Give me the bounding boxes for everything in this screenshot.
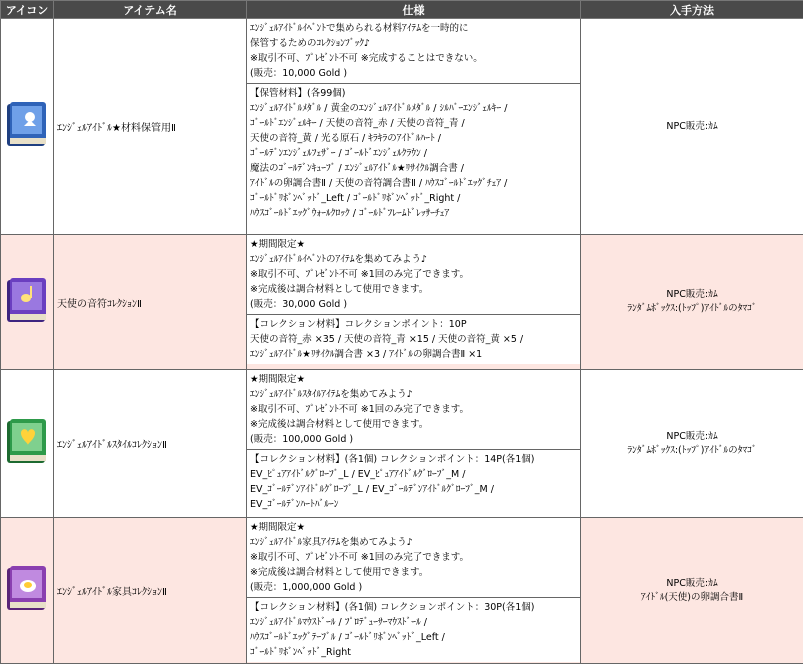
limited-badge: ★期間限定★ [250,239,306,250]
description-box [247,19,580,84]
method-cell [581,518,803,664]
materials-box [247,315,580,364]
materials-line: ｺﾞｰﾙﾄﾞﾘﾎﾞﾝﾍﾞｯﾄﾞ_Right [250,647,352,658]
description-line: ※完成後は調合材料として使用できます。 [250,419,429,430]
price-line: (販売：10,000 Gold ) [250,68,348,79]
price-line: (販売：30,000 Gold ) [250,299,348,310]
icon-cell [1,19,54,235]
materials-line: ｴﾝｼﾞｪﾙｱｲﾄﾞﾙﾏｳｽﾄﾞｰﾙ / ﾌﾟﾛﾃﾞｭｰｻｰﾏｳｽﾄﾞｰﾙ / [250,617,427,628]
violet-book-icon [4,564,50,614]
materials-line: ｺﾞｰﾙﾄﾞﾘﾎﾞﾝﾍﾞｯﾄﾞ_Left / ｺﾞｰﾙﾄﾞﾘﾎﾞﾝﾍﾞｯﾄﾞ_Right / [250,193,461,204]
purple-book-icon [4,276,50,326]
description-box [247,518,580,598]
item-name: ｴﾝｼﾞｪﾙｱｲﾄﾞﾙ★材料保管用Ⅱ [54,19,247,235]
description-line: ※完成後は調合材料として使用できます。 [250,284,429,295]
materials-line: ｺﾞｰﾙﾃﾞﾝｴﾝｼﾞｪﾙﾌｪｻﾞｰ / ｺﾞｰﾙﾄﾞｴﾝｼﾞｪﾙｸﾗｳﾝ / [250,148,427,159]
table-row [1,19,803,235]
method-cell [581,19,803,235]
materials-heading: 【コレクション材料】(各1個) コレクションポイント：14P(各1個) [250,454,535,465]
materials-line: ｴﾝｼﾞｪﾙｱｲﾄﾞﾙﾒﾀﾞﾙ / 黄金のｴﾝｼﾞｪﾙｱｲﾄﾞﾙﾒﾀﾞﾙ / ｼﾙﾊﾞｰｴﾝｼﾞｪﾙｷｰ / [250,103,508,114]
method-cell [581,370,803,518]
header-item-name: アイテム名 [54,1,247,19]
description-line: ｴﾝｼﾞｪﾙｱｲﾄﾞﾙｽﾀｲﾙｱｲﾃﾑを集めてみよう♪ [250,389,413,400]
blue-book-icon [4,100,50,150]
materials-line: ﾊｳｽｺﾞｰﾙﾄﾞｴｯｸﾞｳｫｰﾙｸﾛｯｸ / ｺﾞｰﾙﾄﾞﾌﾚｰﾑﾄﾞﾚｯｻｰﾁｪｱ [250,208,450,219]
materials-line: ﾊｳｽｺﾞｰﾙﾄﾞｴｯｸﾞﾃｰﾌﾞﾙ / ｺﾞｰﾙﾄﾞﾘﾎﾞﾝﾍﾞｯﾄﾞ_Left / [250,632,445,643]
materials-line: EV_ﾋﾟｭｱｱｲﾄﾞﾙｸﾞﾛｰﾌﾞ_L / EV_ﾋﾟｭｱｱｲﾄﾞﾙｸﾞﾛｰﾌﾞ_M / [250,469,466,480]
description-line: ※取引不可、ﾌﾟﾚｾﾞﾝﾄ不可 ※1回のみ完了できます。 [250,552,469,563]
description-box [247,235,580,315]
limited-badge: ★期間限定★ [250,522,306,533]
icon-cell [1,370,54,518]
materials-heading: 【コレクション材料】コレクションポイント：10P [250,319,467,330]
method-line: ｱｲﾄﾞﾙ(天使)の卵調合書Ⅱ [640,591,744,603]
description-line: ※取引不可、ﾌﾟﾚｾﾞﾝﾄ不可 ※完成することはできない。 [250,53,483,64]
description-line: ※取引不可、ﾌﾟﾚｾﾞﾝﾄ不可 ※1回のみ完了できます。 [250,269,469,280]
materials-line: ｴﾝｼﾞｪﾙｱｲﾄﾞﾙ★ﾘｻｲｸﾙ調合書 ×3 / ｱｲﾄﾞﾙの卵調合書Ⅱ ×1 [250,349,483,360]
table-row [1,518,803,664]
materials-line: 天使の音符_黄 / 光る原石 / ｷﾗｷﾗのｱｲﾄﾞﾙﾊｰﾄ / [250,133,441,144]
item-name: 天使の音符ｺﾚｸｼｮﾝⅡ [54,235,247,370]
method-line: NPC販売:ｶﾑ [666,289,718,300]
materials-line: EV_ｺﾞｰﾙﾃﾞﾝﾊｰﾄﾊﾞﾙｰﾝ [250,499,339,510]
header-method: 入手方法 [581,1,803,19]
table-row [1,370,803,518]
materials-box [247,450,580,514]
method-line: ﾗﾝﾀﾞﾑﾎﾞｯｸｽ:(ﾄｯﾌﾟ)ｱｲﾄﾞﾙのﾀﾏｺﾞ [627,444,757,456]
table-row [1,235,803,370]
spec-cell [247,19,581,235]
price-line: (販売：100,000 Gold ) [250,434,354,445]
description-line: ※完成後は調合材料として使用できます。 [250,567,429,578]
description-line: ｴﾝｼﾞｪﾙｱｲﾄﾞﾙｲﾍﾞﾝﾄで集められる材料ｱｲﾃﾑを一時的に [250,23,469,34]
description-line: ※取引不可、ﾌﾟﾚｾﾞﾝﾄ不可 ※1回のみ完了できます。 [250,404,469,415]
header-spec: 仕様 [247,1,581,19]
materials-line: 天使の音符_赤 ×35 / 天使の音符_青 ×15 / 天使の音符_黄 ×5 / [250,334,524,345]
spec-cell [247,518,581,664]
materials-line: ｺﾞｰﾙﾄﾞｴﾝｼﾞｪﾙｷｰ / 天使の音符_赤 / 天使の音符_青 / [250,118,465,129]
materials-line: ｱｲﾄﾞﾙの卵調合書Ⅱ / 天使の音符調合書Ⅱ / ﾊｳｽｺﾞｰﾙﾄﾞｴｯｸﾞﾁｪｱ / [250,178,508,189]
description-line: ｴﾝｼﾞｪﾙｱｲﾄﾞﾙｲﾍﾞﾝﾄのｱｲﾃﾑを集めてみよう♪ [250,254,428,265]
spec-cell [247,235,581,370]
icon-cell [1,235,54,370]
limited-badge: ★期間限定★ [250,374,306,385]
header-icon: アイコン [1,1,54,19]
materials-line: EV_ｺﾞｰﾙﾃﾞﾝｱｲﾄﾞﾙｸﾞﾛｰﾌﾞ_L / EV_ｺﾞｰﾙﾃﾞﾝｱｲﾄﾞﾙｸﾞﾛｰﾌﾞ_M / [250,484,494,495]
method-cell [581,235,803,370]
icon-cell [1,518,54,664]
price-line: (販売：1,000,000 Gold ) [250,582,363,593]
description-line: ｴﾝｼﾞｪﾙｱｲﾄﾞﾙ家具ｱｲﾃﾑを集めてみよう♪ [250,537,413,548]
materials-heading: 【保管材料】(各99個) [250,88,346,99]
description-line: 保管するためのｺﾚｸｼｮﾝﾌﾞｯｸ♪ [250,38,371,49]
materials-box [247,84,580,223]
header-row [1,1,803,19]
item-name: ｴﾝｼﾞｪﾙｱｲﾄﾞﾙｽﾀｲﾙｺﾚｸｼｮﾝⅡ [54,370,247,518]
method-line: NPC販売:ｶﾑ [666,120,718,132]
method-line: ﾗﾝﾀﾞﾑﾎﾞｯｸｽ:(ﾄｯﾌﾟ)ｱｲﾄﾞﾙのﾀﾏｺﾞ [627,303,757,314]
description-box [247,370,580,450]
materials-line: 魔法のｺﾞｰﾙﾃﾞﾝｷｭｰﾌﾞ / ｴﾝｼﾞｪﾙｱｲﾄﾞﾙ★ﾘｻｲｸﾙ調合書 / [250,163,464,174]
item-name: ｴﾝｼﾞｪﾙｱｲﾄﾞﾙ家具ｺﾚｸｼｮﾝⅡ [54,518,247,664]
method-line: NPC販売:ｶﾑ [666,430,718,442]
method-line: NPC販売:ｶﾑ [666,577,718,589]
spec-cell [247,370,581,518]
materials-heading: 【コレクション材料】(各1個) コレクションポイント：30P(各1個) [250,602,535,613]
green-book-icon [4,417,50,467]
materials-box [247,598,580,662]
